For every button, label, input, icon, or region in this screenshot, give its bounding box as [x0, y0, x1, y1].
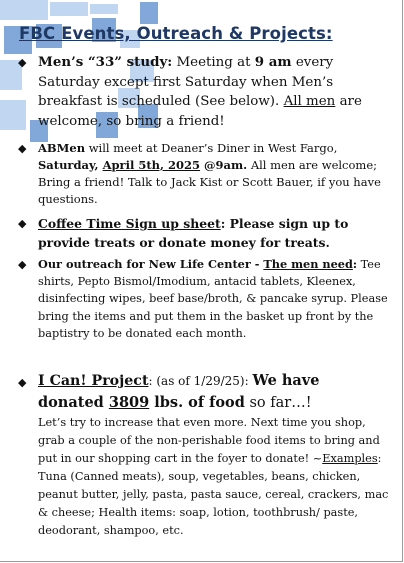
mens-33-text-2: every Saturday except first Saturday when Men’s breakfast is scheduled (See below). [38, 55, 334, 110]
page-title: FBC Events, Outreach & Projects: [19, 24, 333, 43]
all-men-underline: All men [283, 94, 336, 110]
outreach-label: Our outreach for New Life Center - [38, 257, 264, 271]
outreach-colon: : [352, 257, 358, 271]
i-can-lbs: lbs. of food [149, 394, 245, 411]
abmen-time: @9am. [200, 158, 248, 172]
mens-33-label: Men’s “33” study: [38, 54, 173, 70]
coffee-time-item [18, 215, 390, 252]
abmen-label: ABMen [38, 141, 86, 155]
i-can-amount: 3809 [108, 394, 150, 411]
abmen-date: April 5th, 2025 [102, 158, 201, 172]
outreach-body: Tee shirts, Pepto Bismol/Imodium, antacid tablets, Kleenex, disinfecting wipes, beef base/broth, & pancake syrup. Please bring the items and put them in the basket up front by the baptistry to be donated each month. [38, 258, 388, 340]
coffee-time-text [38, 215, 390, 252]
bullet-icon: ◆ [18, 376, 27, 389]
i-can-heading [38, 370, 390, 414]
coffee-text: : Please sign up to provide treats or donate money for treats. [38, 216, 349, 250]
i-can-label: I Can! Project [38, 373, 149, 389]
mens-33-time: 9 am [254, 54, 292, 70]
i-can-asof: : (as of 1/29/25): [148, 374, 253, 388]
abmen-saturday: Saturday, [38, 158, 103, 172]
i-can-examples: Examples [322, 452, 378, 465]
mens-33-study-text [38, 53, 390, 131]
mens-33-text-1: Meeting at [172, 55, 255, 70]
abmen-item [18, 140, 390, 208]
i-can-body-2: : Tuna (Canned meats), soup, vegetables, beans, chicken, peanut butter, jelly, pasta, pasta sauce, cereal, crackers, mac & cheese; Health items: soap, lotion, toothbrush/ paste, deodorant, shampoo, etc. [38, 452, 389, 537]
bullet-icon: ◆ [18, 217, 27, 230]
abmen-text [38, 140, 390, 208]
i-can-project-item [18, 370, 390, 540]
mens-33-study-item [18, 53, 390, 131]
bullet-icon: ◆ [18, 142, 27, 155]
abmen-text-1: will meet at Deaner’s Diner in West Fargo, [85, 141, 338, 155]
i-can-we-have: We have donated [38, 372, 320, 411]
abmen-text-2: All men are welcome; Bring a friend! Talk to Jack Kist or Scott Bauer, if you have questions. [38, 158, 381, 206]
bullet-icon: ◆ [18, 56, 27, 69]
bullet-icon: ◆ [18, 258, 27, 271]
i-can-body-1: Let’s try to increase that even more. Next time you shop, grab a couple of the non-perishable food items to bring and put in our shopping cart in the foyer to donate! ~ [38, 416, 380, 465]
outreach-item [18, 256, 390, 342]
i-can-body [38, 414, 390, 540]
outreach-text [38, 256, 390, 342]
i-can-so-far: so far…! [244, 395, 312, 411]
mens-33-text-3: are welcome, so bring a friend! [38, 94, 362, 129]
outreach-need: The men need [263, 257, 353, 271]
coffee-label: Coffee Time Sign up sheet [38, 216, 221, 231]
